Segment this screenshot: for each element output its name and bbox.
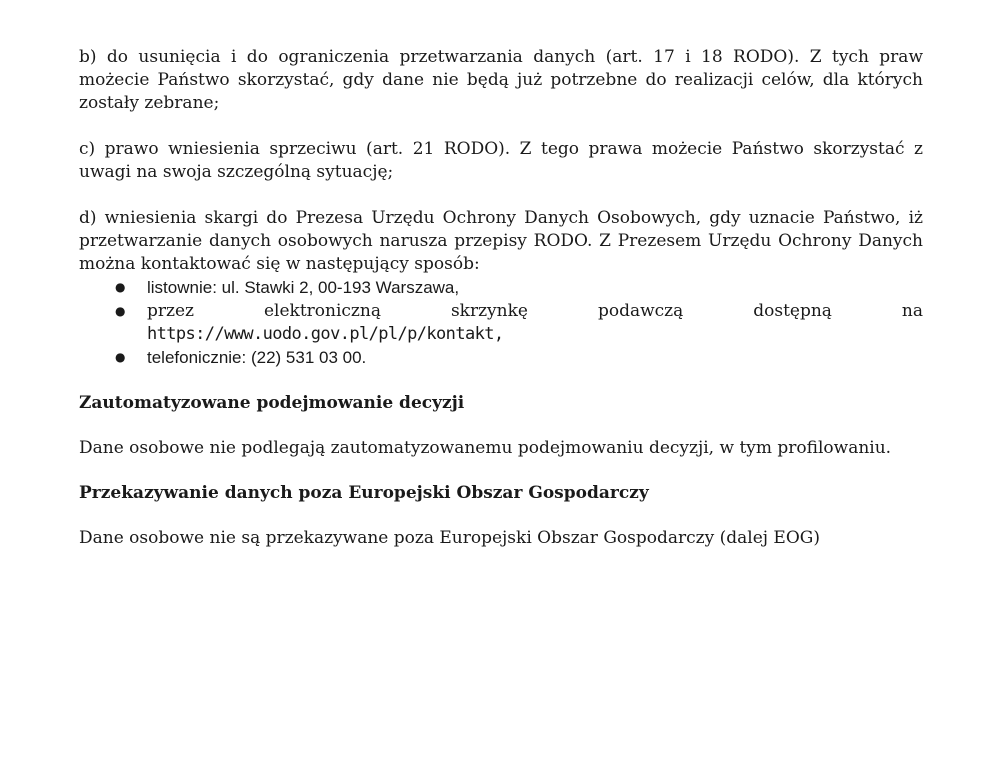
paragraph-b: b) do usunięcia i do ograniczenia przetwarzania danych (art. 17 i 18 RODO). Z tych praw możecie Państwo skorzystać, gdy dane nie będą już potrzebne do realizacji celów, dla których zostały zebrane; (79, 47, 923, 113)
contact-methods-list (79, 276, 923, 370)
list-item-mail (79, 276, 923, 300)
list-item-phone-text: telefonicznie: (22) 531 03 00. (147, 348, 367, 367)
contact-link[interactable]: https://www.uodo.gov.pl/pl/p/kontakt, (147, 324, 504, 344)
paragraph-d: d) wniesienia skargi do Prezesa Urzędu Ochrony Danych Osobowych, gdy uznacie Państwo, iż przetwarzanie danych osobowych narusza przepisy RODO. Z Prezesem Urzędu Ochrony Danych można kontaktować się w następujący sposób: (79, 208, 923, 274)
list-item-phone (79, 346, 923, 370)
list-item-epuap-text: przez elektroniczną skrzynkę podawczą dostępną na (147, 301, 923, 321)
heading-data-transfer: Przekazywanie danych poza Europejski Obszar Gospodarczy (79, 483, 649, 503)
heading-automated-decisions: Zautomatyzowane podejmowanie decyzji (79, 393, 465, 413)
paragraph-automated: Dane osobowe nie podlegają zautomatyzowanemu podejmowaniu decyzji, w tym profilowaniu. (79, 438, 892, 458)
list-item-epuap (79, 300, 923, 346)
paragraph-c: c) prawo wniesienia sprzeciwu (art. 21 RODO). Z tego prawa możecie Państwo skorzystać z uwagi na swoja szczególną sytuację; (79, 139, 923, 182)
bullet-icon: ● (115, 280, 126, 294)
document-page (79, 46, 923, 550)
paragraph-transfer: Dane osobowe nie są przekazywane poza Europejski Obszar Gospodarczy (dalej EOG) (79, 528, 820, 548)
bullet-icon: ● (115, 304, 126, 318)
list-item-mail-text: listownie: ul. Stawki 2, 00-193 Warszawa, (147, 278, 460, 297)
bullet-icon: ● (115, 350, 126, 364)
